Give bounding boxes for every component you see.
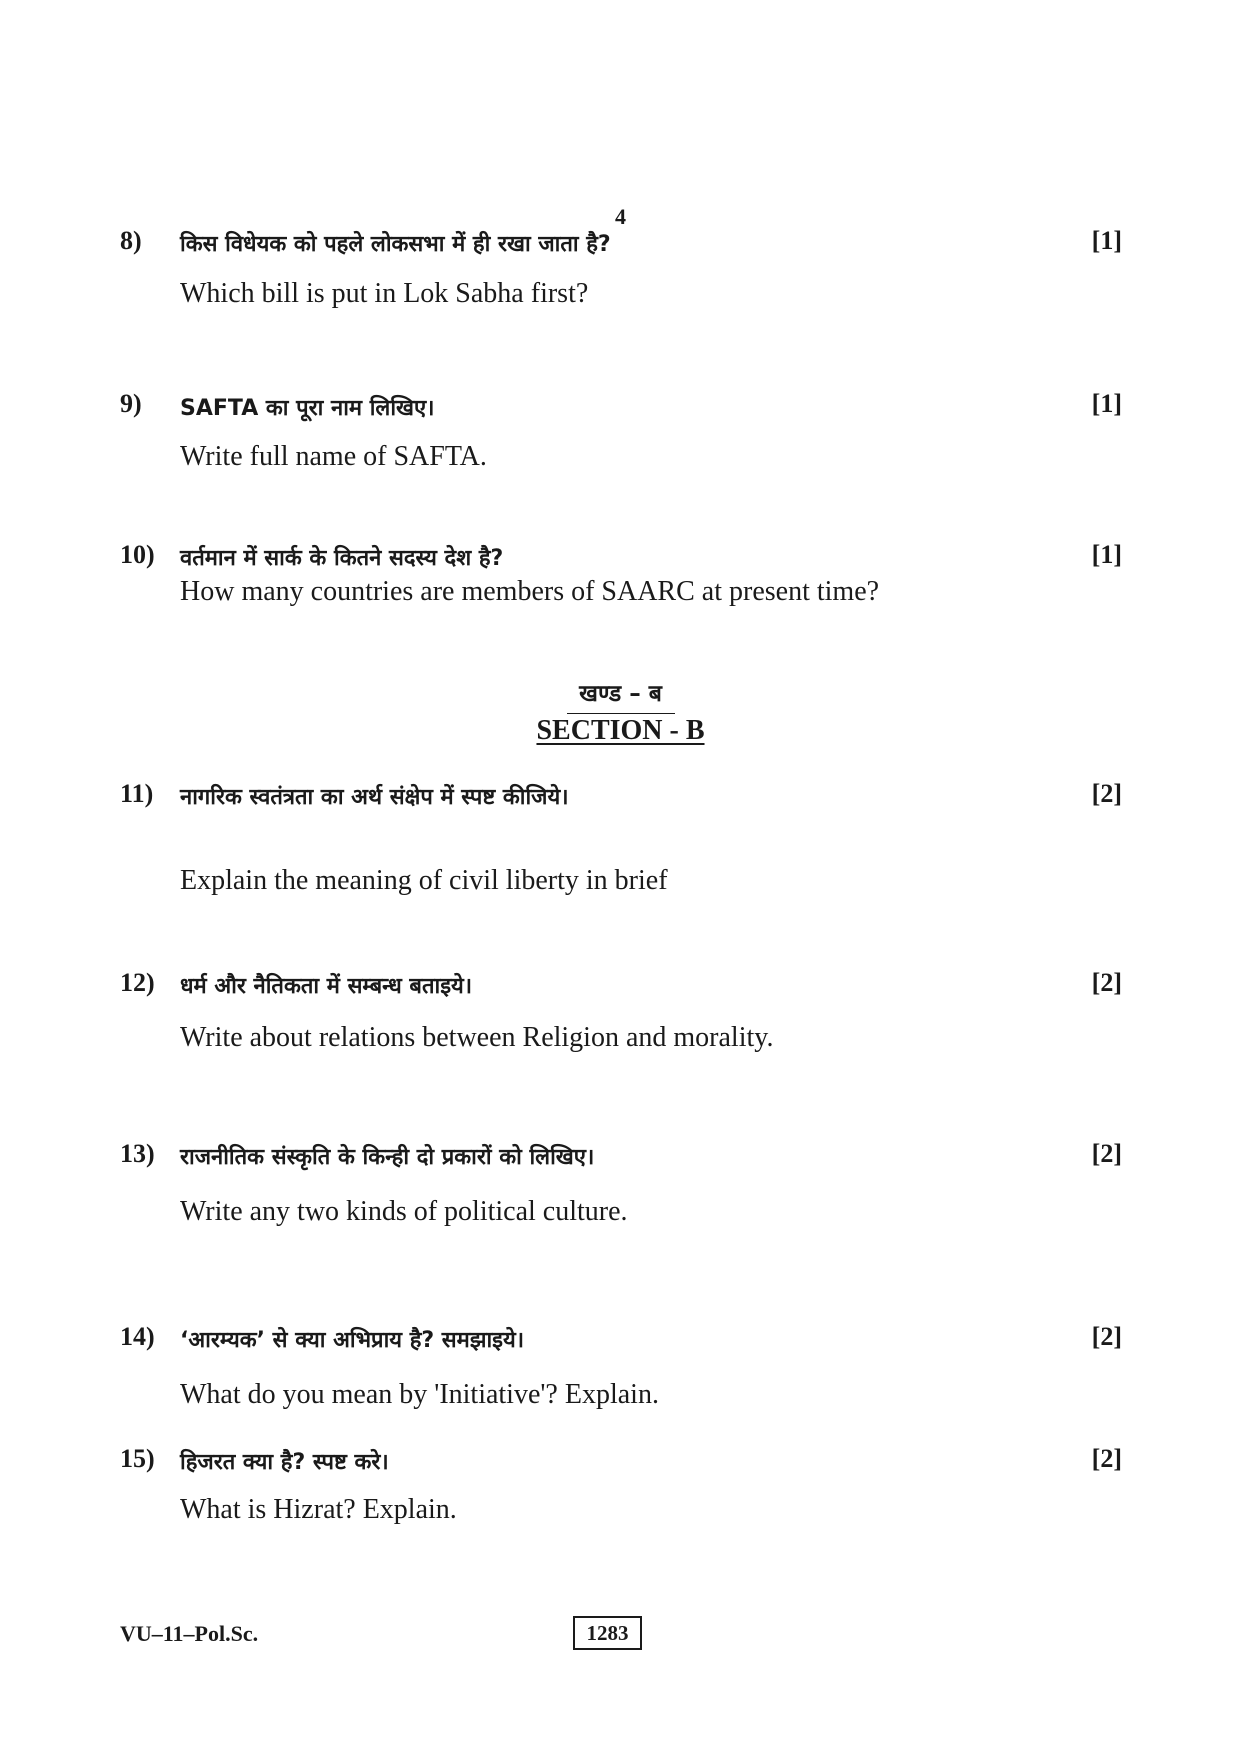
question-11-marks: [2] [1091, 779, 1122, 808]
section-heading [0, 715, 1241, 747]
question-11-english: Explain the meaning of civil liberty in brief [180, 865, 668, 896]
question-9-number: 9) [120, 389, 142, 418]
question-13-hindi: राजनीतिक संस्कृति के किन्ही दो प्रकारों को लिखिए। [180, 1145, 595, 1170]
question-9-hindi: SAFTA का पूरा नाम लिखिए। [180, 396, 435, 421]
question-10-number: 10) [120, 540, 155, 569]
question-14-hindi: ‘आरम्यक’ से क्या अभिप्राय है? समझाइये। [180, 1328, 525, 1353]
question-11-number: 11) [120, 779, 154, 808]
question-8-marks: [1] [1091, 226, 1122, 255]
question-11-hindi: नागरिक स्वतंत्रता का अर्थ संक्षेप में स्पष्ट कीजिये। [180, 785, 569, 810]
question-14-number: 14) [120, 1322, 155, 1351]
question-13-marks: [2] [1091, 1139, 1122, 1168]
question-14-marks: [2] [1091, 1322, 1122, 1351]
question-9-marks: [1] [1091, 389, 1122, 418]
question-10-english: How many countries are members of SAARC at present time? [180, 576, 880, 607]
question-10-hindi: वर्तमान में सार्क के कितने सदस्य देश है? [180, 546, 504, 571]
question-12-number: 12) [120, 968, 155, 997]
question-15-marks: [2] [1091, 1444, 1122, 1473]
question-15-hindi: हिजरत क्या है? स्पष्ट करे। [180, 1450, 389, 1475]
question-9-english: Write full name of SAFTA. [180, 441, 487, 472]
section-heading-hindi: खण्ड – ब [579, 681, 662, 707]
question-13-number: 13) [120, 1139, 155, 1168]
question-15-number: 15) [120, 1444, 155, 1473]
footer-page-code-box: 1283 [573, 1616, 642, 1650]
question-10-marks: [1] [1091, 540, 1122, 569]
question-12-hindi: धर्म और नैतिकता में सम्बन्ध बताइये। [180, 974, 473, 999]
question-12-english: Write about relations between Religion and morality. [180, 1022, 774, 1053]
question-12-marks: [2] [1091, 968, 1122, 997]
page-number: 4 [615, 204, 626, 229]
section-heading-english: SECTION - B [536, 715, 705, 746]
question-8-number: 8) [120, 226, 142, 255]
question-14-english: What do you mean by 'Initiative'? Explain. [180, 1379, 659, 1410]
question-13-english: Write any two kinds of political culture. [180, 1196, 628, 1227]
question-15-english: What is Hizrat? Explain. [180, 1494, 457, 1525]
footer-paper-code: VU–11–Pol.Sc. [120, 1621, 259, 1646]
question-8-english: Which bill is put in Lok Sabha first? [180, 278, 589, 309]
section-divider [567, 713, 675, 714]
question-8-hindi: किस विधेयक को पहले लोकसभा में ही रखा जाता है? [180, 232, 611, 257]
